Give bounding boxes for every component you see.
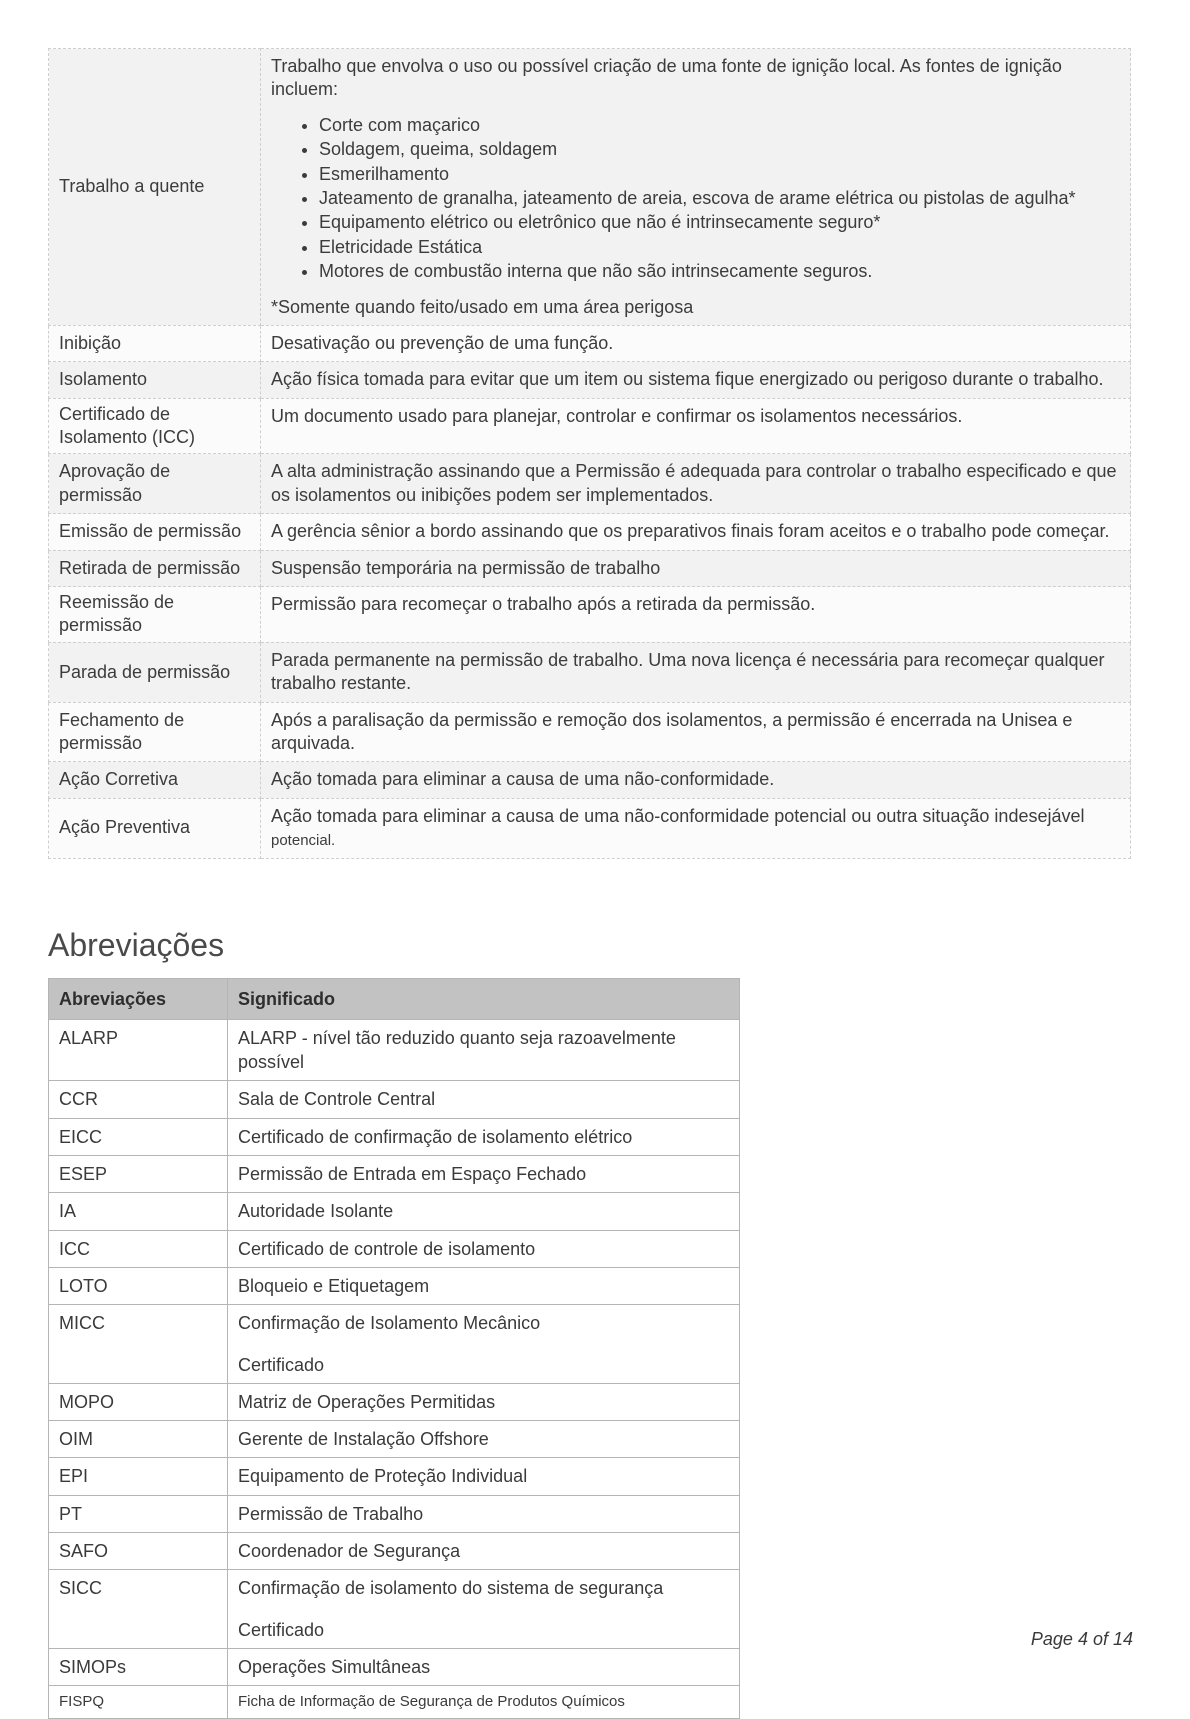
meaning-text: Confirmação de isolamento do sistema de segurança xyxy=(238,1578,664,1599)
abbreviation-row xyxy=(49,1081,740,1118)
meaning-cell xyxy=(228,1421,740,1458)
definition-cell xyxy=(261,587,1131,643)
definition-row xyxy=(49,49,1131,326)
term-cell: Emissão de permissão xyxy=(49,514,261,550)
definition-row xyxy=(49,362,1131,398)
list-item: • Soldagem, queima, soldagem xyxy=(319,138,1120,161)
page-number: Page 4 of 14 xyxy=(1030,1629,1133,1649)
meaning-cell xyxy=(228,1686,740,1719)
abbreviation-cell: SICC xyxy=(49,1570,228,1649)
definition-cell xyxy=(261,325,1131,361)
definition-note: *Somente quando feito/usado em uma área perigosa xyxy=(271,296,694,317)
definition-row xyxy=(49,642,1131,702)
definition-intro: Trabalho que envolva o uso ou possível criação de uma fonte de ignição local. As fontes de ignição incluem: xyxy=(271,56,1062,100)
abbreviation-row xyxy=(49,1686,740,1719)
abbreviation-cell: SAFO xyxy=(49,1533,228,1570)
definitions-table-body xyxy=(49,49,1131,859)
abbreviation-row xyxy=(49,1019,740,1081)
column-header-abreviacoes: Abreviações xyxy=(49,978,228,1019)
abbreviation-cell: OIM xyxy=(49,1421,228,1458)
definition-text: Permissão para recomeçar o trabalho após a retirada da permissão. xyxy=(271,594,816,615)
definition-cell xyxy=(261,454,1131,514)
definition-text: Um documento usado para planejar, controlar e confirmar os isolamentos necessários. xyxy=(271,405,963,426)
definition-row xyxy=(49,550,1131,586)
definition-text: Ação tomada para eliminar a causa de uma não-conformidade potencial ou outra situação indesejável potencial. xyxy=(271,805,1085,850)
term-cell: Reemissão de permissão xyxy=(49,587,261,643)
meaning-text: Bloqueio e Etiquetagem xyxy=(238,1275,430,1296)
meaning-cell xyxy=(228,1019,740,1081)
meaning-cell xyxy=(228,1193,740,1230)
term-cell: Aprovação de permissão xyxy=(49,454,261,514)
meaning-cell xyxy=(228,1495,740,1532)
definition-cell xyxy=(261,798,1131,858)
meaning-text: Equipamento de Proteção Individual xyxy=(238,1466,528,1487)
abbreviation-row xyxy=(49,1458,740,1495)
meaning-text: Confirmação de Isolamento Mecânico xyxy=(238,1313,541,1334)
meaning-text: Operações Simultâneas xyxy=(238,1656,431,1677)
definition-cell xyxy=(261,49,1131,326)
abbreviation-cell: LOTO xyxy=(49,1267,228,1304)
abbreviation-cell: ESEP xyxy=(49,1156,228,1193)
definition-cell xyxy=(261,398,1131,454)
abbreviation-row xyxy=(49,1305,740,1384)
definition-text: A gerência sênior a bordo assinando que os preparativos finais foram aceitos e o trabalho pode começar. xyxy=(271,521,1110,542)
definition-row xyxy=(49,798,1131,858)
meaning-cell xyxy=(228,1118,740,1155)
abbreviation-cell: EICC xyxy=(49,1118,228,1155)
abbreviation-cell: MICC xyxy=(49,1305,228,1384)
definition-text: Parada permanente na permissão de trabalho. Uma nova licença é necessária para recomeçar qualquer trabalho restante. xyxy=(271,649,1105,694)
abbreviation-row xyxy=(49,1118,740,1155)
definition-row xyxy=(49,398,1131,454)
term-cell: Inibição xyxy=(49,325,261,361)
list-item: • Motores de combustão interna que não são intrinsecamente seguros. xyxy=(319,260,1120,283)
meaning-text: Certificado xyxy=(238,1619,325,1640)
term-cell: Trabalho a quente xyxy=(49,49,261,326)
definition-text: Após a paralisação da permissão e remoção dos isolamentos, a permissão é encerrada na Unisea e arquivada. xyxy=(271,709,1073,753)
definition-text: Desativação ou prevenção de uma função. xyxy=(271,332,614,353)
definition-text: Ação física tomada para evitar que um item ou sistema fique energizado ou perigoso durante o trabalho. xyxy=(271,369,1104,390)
meaning-text: Autoridade Isolante xyxy=(238,1201,394,1222)
abbreviation-row xyxy=(49,1570,740,1649)
definition-text: Ação tomada para eliminar a causa de uma não-conformidade. xyxy=(271,769,775,790)
definition-cell xyxy=(261,762,1131,798)
meaning-cell xyxy=(228,1458,740,1495)
abbreviation-row xyxy=(49,1533,740,1570)
abbreviation-cell: IA xyxy=(49,1193,228,1230)
abbreviation-row xyxy=(49,1193,740,1230)
definition-row xyxy=(49,762,1131,798)
meaning-text: Certificado de controle de isolamento xyxy=(238,1238,536,1259)
meaning-text: Coordenador de Segurança xyxy=(238,1541,461,1561)
abbreviation-cell: SIMOPs xyxy=(49,1648,228,1685)
abbreviation-cell: PT xyxy=(49,1495,228,1532)
definition-cell xyxy=(261,514,1131,550)
term-cell: Ação Preventiva xyxy=(49,798,261,858)
meaning-cell xyxy=(228,1081,740,1118)
abbreviations-table xyxy=(48,978,740,1719)
column-header-significado: Significado xyxy=(228,978,740,1019)
abbreviation-cell: EPI xyxy=(49,1458,228,1495)
definition-row xyxy=(49,325,1131,361)
list-item: • Esmerilhamento xyxy=(319,163,1120,186)
term-cell: Fechamento de permissão xyxy=(49,702,261,762)
abbreviation-cell: ALARP xyxy=(49,1019,228,1081)
abbreviations-table-body xyxy=(49,1019,740,1719)
meaning-cell xyxy=(228,1230,740,1267)
definition-row xyxy=(49,587,1131,643)
meaning-cell xyxy=(228,1156,740,1193)
definition-cell xyxy=(261,362,1131,398)
definition-cell xyxy=(261,642,1131,702)
term-cell: Certificado de Isolamento (ICC) xyxy=(49,398,261,454)
term-cell: Retirada de permissão xyxy=(49,550,261,586)
list-item: • Eletricidade Estática xyxy=(319,236,1120,259)
meaning-text: Permissão de Trabalho xyxy=(238,1503,424,1524)
abbreviation-row xyxy=(49,1156,740,1193)
meaning-cell xyxy=(228,1267,740,1304)
meaning-cell xyxy=(228,1533,740,1570)
meaning-text: Gerente de Instalação Offshore xyxy=(238,1429,489,1450)
definitions-table xyxy=(48,48,1131,859)
abbreviation-row xyxy=(49,1421,740,1458)
abbreviation-row xyxy=(49,1383,740,1420)
definition-small-text: potencial. xyxy=(271,832,336,850)
definition-cell xyxy=(261,702,1131,762)
abbreviation-cell: FISPQ xyxy=(49,1686,228,1719)
meaning-text: Certificado de confirmação de isolamento elétrico xyxy=(238,1126,633,1147)
definition-text: Suspensão temporária na permissão de trabalho xyxy=(271,557,661,578)
abbreviation-cell: MOPO xyxy=(49,1383,228,1420)
meaning-cell xyxy=(228,1648,740,1685)
meaning-cell xyxy=(228,1383,740,1420)
definition-cell xyxy=(261,550,1131,586)
list-item: • Equipamento elétrico ou eletrônico que não é intrinsecamente seguro* xyxy=(319,211,1120,234)
definition-row xyxy=(49,514,1131,550)
meaning-cell xyxy=(228,1305,740,1384)
list-item: • Jateamento de granalha, jateamento de areia, escova de arame elétrica ou pistolas de agulha* xyxy=(319,187,1120,210)
header-row xyxy=(49,978,740,1019)
meaning-cell xyxy=(228,1570,740,1649)
abbreviation-row xyxy=(49,1495,740,1532)
term-cell: Ação Corretiva xyxy=(49,762,261,798)
abbreviation-row xyxy=(49,1267,740,1304)
meaning-text: Matriz de Operações Permitidas xyxy=(238,1391,496,1412)
abbreviation-row xyxy=(49,1648,740,1685)
definition-row xyxy=(49,454,1131,514)
definition-text: A alta administração assinando que a Permissão é adequada para controlar o trabalho especificado e que os isolamentos ou inibições podem ser implementados. xyxy=(271,461,1117,505)
definition-row xyxy=(49,702,1131,762)
meaning-text: Ficha de Informação de Segurança de Produtos Químicos xyxy=(238,1693,625,1711)
term-cell: Parada de permissão xyxy=(49,642,261,702)
list-item: • Corte com maçarico xyxy=(319,114,1120,137)
abbreviation-row xyxy=(49,1230,740,1267)
meaning-text: Certificado xyxy=(238,1354,325,1375)
section-heading-abreviacoes: Abreviações xyxy=(48,926,225,963)
meaning-text: Sala de Controle Central xyxy=(238,1089,436,1110)
abbreviations-table-header xyxy=(49,978,740,1019)
abbreviation-cell: CCR xyxy=(49,1081,228,1118)
ignition-sources-list xyxy=(271,114,1120,284)
meaning-text: ALARP - nível tão reduzido quanto seja razoavelmente possível xyxy=(238,1027,676,1073)
meaning-text: Permissão de Entrada em Espaço Fechado xyxy=(238,1164,587,1185)
abbreviation-cell: ICC xyxy=(49,1230,228,1267)
term-cell: Isolamento xyxy=(49,362,261,398)
